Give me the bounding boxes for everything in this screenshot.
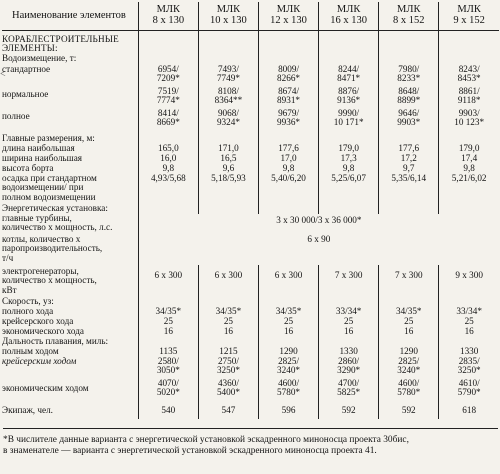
cell-range-cruise-4-b: 3290* <box>337 365 361 376</box>
cell-range-econ-6-b: 5790* <box>457 387 481 398</box>
row-label-turbines <box>2 214 138 235</box>
row-label-turbines-1: главные турбины, <box>2 213 72 223</box>
row-label-length: длина наибольшая <box>2 143 75 153</box>
table-row-standard <box>2 65 499 87</box>
header-col-6-line1: МЛК <box>457 4 481 16</box>
cell-generators-4: 7 x 300 <box>319 265 379 297</box>
cell-standard-3-a: 8009/ <box>278 64 299 74</box>
empty-cell <box>379 204 439 214</box>
empty-cell <box>319 204 379 214</box>
empty-cell <box>379 337 439 347</box>
cell-beam-4: 17,3 <box>319 154 379 164</box>
cell-standard-6-a: 8243/ <box>458 64 480 74</box>
cell-normal-2-b: 8364** <box>214 95 243 106</box>
table-row-generators <box>2 265 499 297</box>
row-label-speed-full: полного хода <box>2 306 54 316</box>
table-row-crew <box>2 401 499 419</box>
header-col-2-line2: 10 x 130 <box>210 14 247 26</box>
cell-range-econ-6 <box>439 379 499 401</box>
cell-range-econ-5-a: 4600/ <box>398 378 420 388</box>
cell-range-econ-2-a: 4360/ <box>217 378 239 388</box>
cell-beam-6: 17,4 <box>439 154 499 164</box>
header-col-4-line1: МЛК <box>336 4 361 16</box>
cell-standard-2-a: 7493/ <box>217 64 239 74</box>
cell-speed-econ-1: 16 <box>138 327 198 337</box>
footnote <box>3 428 498 457</box>
row-label-boilers-1: котлы, количество x <box>2 234 81 244</box>
cell-range-econ-3 <box>258 379 318 401</box>
displacement-label: Водоизмещение, т: <box>2 53 77 63</box>
cell-beam-5: 17,2 <box>379 154 439 164</box>
empty-cell <box>138 337 198 347</box>
cell-speed-econ-3: 16 <box>258 327 318 337</box>
cell-speed-full-3: 34/35* <box>258 307 318 317</box>
cell-full-6-a: 9903/ <box>458 108 480 118</box>
cell-range-cruise-1-b: 3050* <box>156 365 180 376</box>
cell-height-5: 9,7 <box>379 164 439 174</box>
cell-speed-cruise-6: 25 <box>439 317 499 327</box>
table-row-height <box>2 164 499 174</box>
cell-range-econ-3-b: 5780* <box>277 387 301 398</box>
power-title-row <box>2 204 499 214</box>
cell-draft-3: 5,40/6,20 <box>258 174 318 204</box>
cell-full-5 <box>379 109 439 131</box>
header-col-4-line2: 16 x 130 <box>330 14 368 26</box>
empty-cell <box>319 297 379 307</box>
table-row-range-full <box>2 347 499 357</box>
cell-standard-3 <box>258 65 318 87</box>
header-col-6 <box>439 2 499 30</box>
empty-cell <box>439 30 499 54</box>
dims-label: Главные размерения, м: <box>2 132 95 143</box>
cell-height-4: 9,8 <box>319 164 379 174</box>
range-title-row <box>2 337 499 347</box>
empty-cell <box>198 297 258 307</box>
cell-turbines-all: 3 x 30 000/3 x 36 000* <box>138 214 499 235</box>
cell-crew-4: 592 <box>319 401 379 419</box>
cell-full-1-b: 8669* <box>156 117 180 128</box>
cell-standard-2 <box>198 65 258 87</box>
empty-cell <box>198 30 258 54</box>
cell-generators-2: 6 x 300 <box>198 265 258 297</box>
empty-cell <box>319 131 379 144</box>
cell-range-full-5: 1290 <box>379 347 439 357</box>
empty-cell <box>439 337 499 347</box>
cell-full-1 <box>138 109 198 131</box>
cell-range-econ-1-a: 4070/ <box>157 378 179 388</box>
cell-range-cruise-3-a: 2825/ <box>278 356 299 366</box>
empty-cell <box>258 337 318 347</box>
cell-normal-1-b: 7774* <box>156 95 180 106</box>
cell-normal-1-a: 7519/ <box>157 86 179 96</box>
cell-crew-3: 596 <box>258 401 318 419</box>
cell-speed-cruise-3: 25 <box>258 317 318 327</box>
row-label-draft-1: осадка при стандартном <box>2 173 97 183</box>
range-title: Дальность плавания, миль: <box>2 336 109 346</box>
empty-cell <box>198 54 258 65</box>
row-label-height: высота борта <box>2 163 54 173</box>
cell-range-econ-4-b: 5825* <box>337 387 361 398</box>
row-label-range-econ: экономическим ходом <box>2 382 89 393</box>
table-row-full <box>2 109 499 131</box>
cell-speed-cruise-2: 25 <box>198 317 258 327</box>
cell-height-3: 9,8 <box>258 164 318 174</box>
row-label-crew: Экипаж, чел. <box>2 404 53 415</box>
header-col-3 <box>258 2 318 30</box>
empty-cell <box>138 297 198 307</box>
section-ship-title-line1: КОРАБЛЕСТРОИТЕЛЬНЫЕ <box>2 33 119 44</box>
table-row-speed-econ <box>2 327 499 337</box>
cell-speed-econ-6: 16 <box>439 327 499 337</box>
cell-crew-2: 547 <box>198 401 258 419</box>
row-label-range-full: полным ходом <box>2 346 59 356</box>
row-label-beam: ширина наибольшая <box>2 153 83 163</box>
empty-cell <box>439 131 499 144</box>
cell-range-econ-5 <box>379 379 439 401</box>
header-col-6-line2: 9 x 152 <box>453 14 485 26</box>
cell-speed-full-4: 33/34* <box>319 307 379 317</box>
cell-normal-4 <box>319 87 379 109</box>
cell-normal-4-b: 9136* <box>337 95 361 106</box>
header-col-5-line1: МЛК <box>397 4 421 16</box>
cell-range-econ-4 <box>319 379 379 401</box>
cell-normal-5-a: 8648/ <box>398 86 420 96</box>
cell-range-cruise-6 <box>439 357 499 379</box>
empty-cell <box>138 30 198 54</box>
empty-cell <box>198 337 258 347</box>
empty-cell <box>258 297 318 307</box>
empty-cell <box>319 30 379 54</box>
cell-full-6-b: 10 123* <box>454 117 485 128</box>
empty-cell <box>198 204 258 214</box>
cell-normal-2 <box>198 87 258 109</box>
cell-normal-6-a: 8861/ <box>458 86 480 96</box>
cell-range-cruise-1 <box>138 357 198 379</box>
cell-range-econ-6-a: 4610/ <box>458 378 480 388</box>
cell-range-econ-3-a: 4600/ <box>278 378 299 388</box>
cell-range-econ-5-b: 5780* <box>397 387 421 398</box>
empty-cell <box>258 30 318 54</box>
cell-draft-4: 5,25/6,07 <box>319 174 379 204</box>
header-col-3-line1: МЛК <box>276 4 301 16</box>
empty-cell <box>439 297 499 307</box>
cell-full-1-a: 8414/ <box>157 108 179 118</box>
row-label-full: полное <box>2 110 30 121</box>
cell-normal-5 <box>379 87 439 109</box>
row-label-range-cruise: крейсерским ходом <box>2 356 77 366</box>
cell-full-3-a: 9679/ <box>278 108 299 118</box>
cell-speed-full-6: 33/34* <box>439 307 499 317</box>
cell-range-cruise-3 <box>258 357 318 379</box>
cell-length-4: 179,0 <box>319 144 379 154</box>
cell-beam-3: 17,0 <box>258 154 318 164</box>
cell-standard-6 <box>439 65 499 87</box>
cell-length-2: 171,0 <box>198 144 258 154</box>
cell-height-2: 9,6 <box>198 164 258 174</box>
cell-speed-full-1: 34/35* <box>138 307 198 317</box>
cell-standard-1 <box>138 65 198 87</box>
cell-length-6: 179,0 <box>439 144 499 154</box>
cell-boilers-all: 6 x 90 <box>138 235 499 265</box>
cell-standard-4-a: 8244/ <box>338 64 360 74</box>
header-col-2 <box>198 2 258 30</box>
empty-cell <box>379 131 439 144</box>
empty-cell <box>379 54 439 65</box>
cell-standard-5 <box>379 65 439 87</box>
cell-standard-2-b: 7749* <box>216 73 240 84</box>
speed-title-row <box>2 297 499 307</box>
empty-cell <box>138 204 198 214</box>
cell-standard-5-a: 7980/ <box>398 64 420 74</box>
cell-normal-6 <box>439 87 499 109</box>
row-label-boilers-2: паропроизводительность, <box>2 243 103 254</box>
cell-full-4-a: 9990/ <box>338 108 360 118</box>
cell-range-cruise-6-a: 2835/ <box>458 356 480 366</box>
cell-length-5: 177,6 <box>379 144 439 154</box>
cell-beam-1: 16,0 <box>138 154 198 164</box>
cell-range-cruise-2-b: 3250* <box>216 365 240 376</box>
cell-range-full-6: 1330 <box>439 347 499 357</box>
cell-speed-econ-4: 16 <box>319 327 379 337</box>
empty-cell <box>138 131 198 144</box>
cell-full-4-b: 10 171* <box>333 117 364 128</box>
cell-generators-5: 7 x 300 <box>379 265 439 297</box>
empty-cell <box>138 54 198 65</box>
cell-range-cruise-5-a: 2825/ <box>398 356 420 366</box>
row-label-boilers <box>2 235 138 265</box>
cell-draft-5: 5,35/6,14 <box>379 174 439 204</box>
empty-cell <box>258 54 318 65</box>
cell-range-econ-1 <box>138 379 198 401</box>
cell-range-full-1: 1135 <box>138 347 198 357</box>
cell-normal-3 <box>258 87 318 109</box>
cell-draft-2: 5,18/5,93 <box>198 174 258 204</box>
cell-speed-econ-5: 16 <box>379 327 439 337</box>
row-label-generators <box>2 265 138 297</box>
row-label-draft-3: полном водоизмещении <box>2 191 96 202</box>
cell-standard-5-b: 8233* <box>397 73 421 84</box>
cell-full-2 <box>198 109 258 131</box>
table-row-turbines <box>2 214 499 235</box>
header-col-1 <box>138 2 198 30</box>
empty-cell <box>258 204 318 214</box>
row-label-draft-2: водоизмещении/ при <box>2 182 84 193</box>
cell-standard-1-b: 7209* <box>156 73 180 84</box>
row-label-generators-3: кВт <box>2 284 17 295</box>
empty-cell <box>379 297 439 307</box>
empty-cell <box>319 54 379 65</box>
cell-normal-6-b: 9118* <box>457 95 481 106</box>
row-label-boilers-3: т/ч <box>2 252 14 263</box>
table-row-speed-cruise <box>2 317 499 327</box>
table-row-speed-full <box>2 307 499 317</box>
cell-full-5-b: 9903* <box>397 117 421 128</box>
row-label-speed-cruise: крейсерского хода <box>2 316 74 326</box>
cell-speed-cruise-4: 25 <box>319 317 379 327</box>
row-label-normal: нормальное <box>2 88 49 99</box>
cell-speed-cruise-1: 25 <box>138 317 198 327</box>
cell-speed-cruise-5: 25 <box>379 317 439 327</box>
cell-range-cruise-3-b: 3240* <box>277 365 301 376</box>
header-col-5 <box>379 2 439 30</box>
cell-standard-6-b: 8453* <box>457 73 481 84</box>
header-col-1-line2: 8 x 130 <box>152 14 185 26</box>
cell-length-3: 177,6 <box>258 144 318 154</box>
cell-generators-3: 6 x 300 <box>258 265 318 297</box>
cell-range-econ-4-a: 4700/ <box>338 378 360 388</box>
cell-normal-5-b: 8899* <box>397 95 421 106</box>
empty-cell <box>319 337 379 347</box>
cell-range-cruise-6-b: 3250* <box>457 365 481 376</box>
cell-range-cruise-1-a: 2580/ <box>157 356 179 366</box>
cell-normal-2-a: 8108/ <box>217 86 239 96</box>
cell-range-econ-2-b: 5400* <box>216 387 240 398</box>
header-name-col: Наименование элементов <box>2 2 138 30</box>
cell-speed-full-5: 34/35* <box>379 307 439 317</box>
cell-range-full-3: 1290 <box>258 347 318 357</box>
empty-cell <box>258 131 318 144</box>
cell-speed-full-2: 34/35* <box>198 307 258 317</box>
header-col-2-line1: МЛК <box>216 4 241 16</box>
cell-standard-4 <box>319 65 379 87</box>
cell-crew-6: 618 <box>439 401 499 419</box>
row-label-generators-1: электрогенераторы, <box>2 265 79 276</box>
cell-range-econ-1-b: 5020* <box>156 387 180 398</box>
cell-full-3-b: 9936* <box>277 117 301 128</box>
row-label-standard: стандартное <box>2 64 51 74</box>
cell-range-econ-2 <box>198 379 258 401</box>
displacement-label-row <box>2 54 499 65</box>
cell-length-1: 165,0 <box>138 144 198 154</box>
cell-height-6: 9,8 <box>439 164 499 174</box>
table-row-length <box>2 144 499 154</box>
cell-full-5-a: 9646/ <box>398 108 420 118</box>
cell-range-cruise-4 <box>319 357 379 379</box>
cell-draft-1: 4,93/5,68 <box>138 174 198 204</box>
cell-normal-4-a: 8876/ <box>338 86 360 96</box>
header-col-3-line2: 12 x 130 <box>270 14 307 26</box>
cell-full-4 <box>319 109 379 131</box>
cell-crew-1: 540 <box>138 401 198 419</box>
row-label-draft <box>2 174 138 204</box>
empty-cell <box>379 30 439 54</box>
cell-speed-econ-2: 16 <box>198 327 258 337</box>
footnote-line-1: *В числителе данные варианта с энергетической установкой эскадренного миноносца проекта 30бис, <box>3 435 409 445</box>
cell-generators-6: 9 x 300 <box>439 265 499 297</box>
row-label-speed-econ: экономического хода <box>2 326 84 336</box>
header-col-5-line2: 8 x 152 <box>393 14 425 26</box>
cell-full-2-b: 9324* <box>216 117 240 128</box>
table-row-draft <box>2 174 499 204</box>
empty-cell <box>439 204 499 214</box>
cell-standard-1-a: 6954/ <box>157 64 179 74</box>
table-row-boilers <box>2 235 499 265</box>
cell-height-1: 9,8 <box>138 164 198 174</box>
section-ship-title <box>2 30 138 54</box>
row-label-turbines-2: количество x мощность, л.с. <box>2 222 113 233</box>
spec-table <box>2 2 499 419</box>
power-title: Энергетическая установка: <box>2 203 108 213</box>
cell-full-6 <box>439 109 499 131</box>
cell-range-cruise-5 <box>379 357 439 379</box>
cell-normal-1 <box>138 87 198 109</box>
cell-draft-6: 5,21/6,02 <box>439 174 499 204</box>
cell-range-full-4: 1330 <box>319 347 379 357</box>
header-col-1-line1: МЛК <box>156 4 181 16</box>
cell-crew-5: 592 <box>379 401 439 419</box>
empty-cell <box>439 54 499 65</box>
footnote-line-2: в знаменателе — варианта с энергетической установкой эскадренного миноносца проекта 41. <box>3 446 377 456</box>
header-row <box>2 2 499 30</box>
table-row-range-cruise <box>2 357 499 379</box>
cell-range-cruise-4-a: 2860/ <box>338 356 360 366</box>
empty-cell <box>198 131 258 144</box>
cell-range-cruise-2-a: 2750/ <box>217 356 239 366</box>
margin-mark: < <box>0 69 6 80</box>
cell-normal-3-b: 8931* <box>277 95 301 106</box>
table-row-beam <box>2 154 499 164</box>
cell-generators-1: 6 x 300 <box>138 265 198 297</box>
table-row-normal <box>2 87 499 109</box>
cell-range-full-2: 1215 <box>198 347 258 357</box>
speed-title: Скорость, уз: <box>2 296 54 306</box>
cell-range-cruise-2 <box>198 357 258 379</box>
cell-standard-4-b: 8471* <box>337 73 361 84</box>
row-label-generators-2: количество x мощность, <box>2 275 97 286</box>
dims-label-row <box>2 131 499 144</box>
cell-range-cruise-5-b: 3240* <box>397 365 421 376</box>
cell-beam-2: 16,5 <box>198 154 258 164</box>
section-ship-title-row <box>2 30 499 54</box>
cell-standard-3-b: 8266* <box>277 73 301 84</box>
section-ship-title-line2: ЭЛЕМЕНТЫ: <box>2 43 58 54</box>
table-row-range-econ <box>2 379 499 401</box>
cell-full-2-a: 9068/ <box>217 108 239 118</box>
header-col-4 <box>319 2 379 30</box>
cell-normal-3-a: 8674/ <box>278 86 299 96</box>
cell-full-3 <box>258 109 318 131</box>
